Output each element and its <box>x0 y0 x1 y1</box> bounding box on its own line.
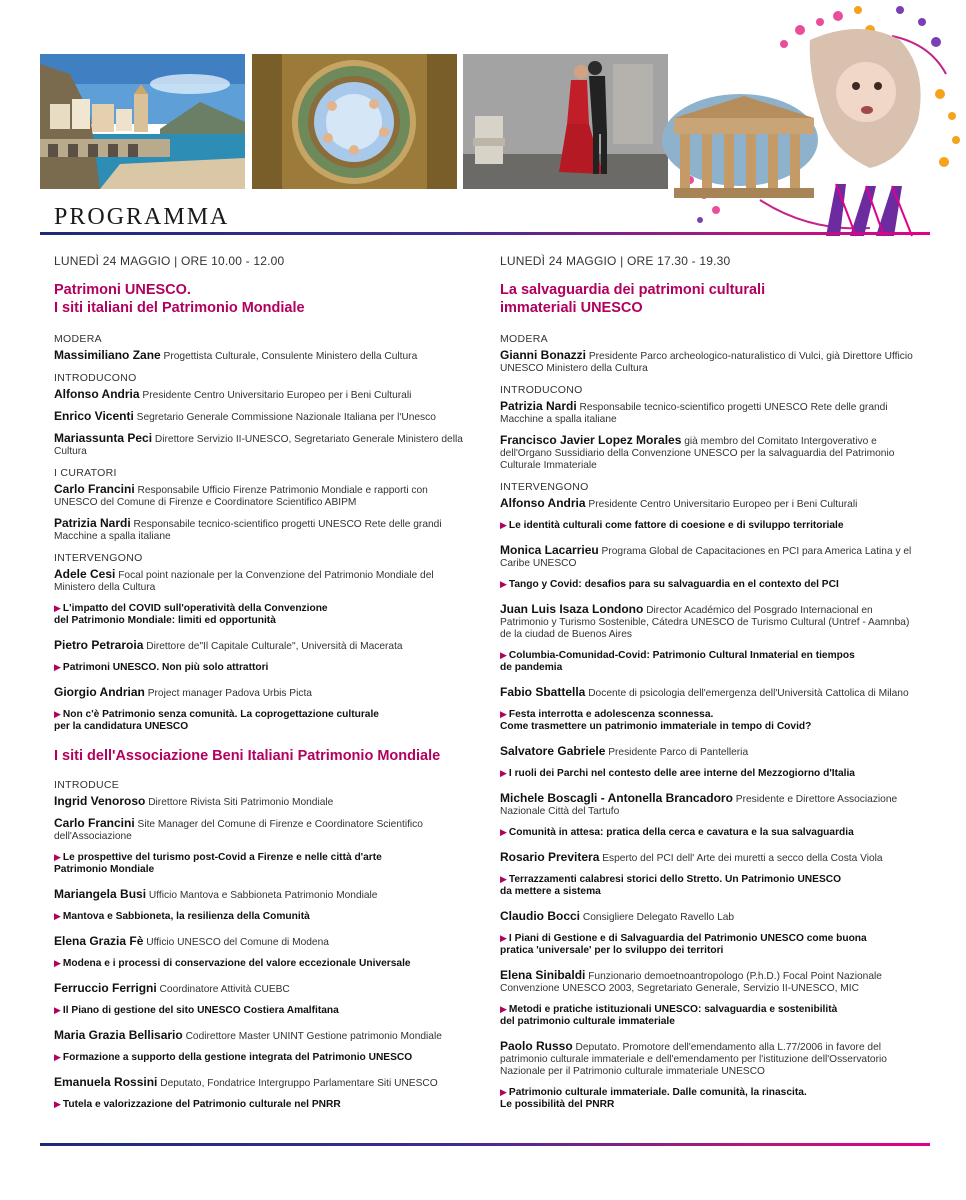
speaker-entry <box>54 517 474 543</box>
speaker-name: Giorgio Andrian <box>54 685 145 699</box>
play-arrow-icon: ▶ <box>54 1005 61 1015</box>
speaker-role: Responsabile tecnico-scientifico progetti UNESCO Rete delle grandi Macchine a spalla italiane <box>500 402 888 425</box>
play-arrow-icon: ▶ <box>54 709 61 719</box>
speaker-entry <box>500 349 920 375</box>
play-arrow-icon: ▶ <box>54 662 61 672</box>
speaker-name: Michele Boscagli - Antonella Brancadoro <box>500 791 733 805</box>
talk-title: ▶ Modena e i processi di conservazione del valore eccezionale Universale <box>54 958 411 969</box>
role-label: INTERVENGONO <box>54 552 143 564</box>
coastal-village-photo <box>40 54 245 189</box>
talk-title: ▶ Le identità culturali come fattore di coesione e di sviluppo territoriale <box>500 520 844 531</box>
talk-title: ▶ Tango y Covid: desafios para su salvaguardia en el contexto del PCI <box>500 579 839 590</box>
speaker-role: Presidente Parco di Pantelleria <box>608 747 749 758</box>
speaker-name: Ingrid Venoroso <box>54 794 146 808</box>
speaker-entry <box>500 400 920 426</box>
speaker-entry <box>500 745 920 759</box>
speaker-entry <box>500 1040 920 1078</box>
speaker-role: Funzionario demoetnoantropologo (P.h.D.) Focal Point Nazionale Convenzione UNESCO 2003, Segretariato Generale, Servizio II-UNESCO, MIC <box>500 971 882 994</box>
speaker-name: Emanuela Rossini <box>54 1075 158 1089</box>
afternoon-session <box>500 254 920 1123</box>
footer-divider <box>40 1143 930 1146</box>
play-arrow-icon: ▶ <box>54 911 61 921</box>
talk-title: ▶ Patrimonio culturale immateriale. Dalle comunità, la rinascita. Le possibilità del PNRR <box>500 1087 807 1110</box>
page-title: PROGRAMMA <box>54 204 230 230</box>
play-arrow-icon: ▶ <box>500 1087 507 1097</box>
role-label: INTRODUCONO <box>500 384 583 396</box>
speaker-name: Gianni Bonazzi <box>500 348 587 362</box>
speaker-name: Carlo Francini <box>54 482 135 496</box>
role-label: INTRODUCONO <box>54 372 137 384</box>
painted-ceiling-oculus-photo <box>252 54 457 189</box>
play-arrow-icon: ▶ <box>54 603 61 613</box>
speaker-role: Deputato. Promotore dell'emendamento alla L.77/2006 in favore del patrimonio culturale immateriale e dell'emendamento per l'istituzione dell'Osservatorio Nazionale per il Patrimonio culturale immateriale UNESCO <box>500 1042 887 1077</box>
talk-title: ▶ Columbia-Comunidad-Covid: Patrimonio Cultural Inmaterial en tiempos de pandemia <box>500 650 855 673</box>
talk-title: ▶ Tutela e valorizzazione del Patrimonio culturale nel PNRR <box>54 1099 341 1110</box>
speaker-name: Enrico Vicenti <box>54 409 134 423</box>
session-title: Patrimoni UNESCO. I siti italiani del Patrimonio Mondiale <box>54 282 305 316</box>
speaker-name: Patrizia Nardi <box>500 399 577 413</box>
speaker-role: Consigliere Delegato Ravello Lab <box>582 912 735 923</box>
play-arrow-icon: ▶ <box>500 579 507 589</box>
speaker-role: Programa Global de Capacitaciones en PCI para America Latina y el Caribe UNESCO <box>500 546 912 569</box>
play-arrow-icon: ▶ <box>54 1052 61 1062</box>
role-label: INTRODUCE <box>54 779 120 791</box>
speaker-name: Elena Sinibaldi <box>500 968 586 982</box>
session-title: La salvaguardia dei patrimoni culturali immateriali UNESCO <box>500 282 766 316</box>
speaker-role: Director Académico del Posgrado Internacional en Patrimonio y Turismo Sostenible, Cátedra UNESCO de Turismo Cultural (Untref - Aamnba) de la ciudad de Buenos Aires <box>500 605 910 640</box>
speaker-role: Codirettore Master UNINT Gestione patrimonio Mondiale <box>185 1031 442 1042</box>
talk-title: ▶ Patrimoni UNESCO. Non più solo attrattori <box>54 662 269 673</box>
speaker-name: Salvatore Gabriele <box>500 744 606 758</box>
morning-session <box>54 254 474 1123</box>
speaker-entry <box>54 568 474 594</box>
speaker-name: Rosario Previtera <box>500 850 600 864</box>
speaker-role: Deputato, Fondatrice Intergruppo Parlamentare Siti UNESCO <box>160 1078 438 1089</box>
section-title: I siti dell'Associazione Beni Italiani Patrimonio Mondiale <box>54 748 441 764</box>
speaker-name: Patrizia Nardi <box>54 516 131 530</box>
speaker-role: Project manager Padova Urbis Picta <box>147 688 312 699</box>
talk-title: ▶ Non c'è Patrimonio senza comunità. La coprogettazione culturale per la candidatura UNESCO <box>54 709 379 732</box>
speaker-entry <box>54 432 474 458</box>
speaker-role: Presidente Centro Universitario Europeo per i Beni Culturali <box>142 390 412 401</box>
speaker-name: Massimiliano Zane <box>54 348 161 362</box>
speaker-role: Direttore de"Il Capitale Culturale", Università di Macerata <box>146 641 403 652</box>
talk-title: ▶ Comunità in attesa: pratica della cerca e cavatura e la sua salvaguardia <box>500 827 854 838</box>
speaker-entry <box>54 686 474 700</box>
role-label: I CURATORI <box>54 467 117 479</box>
speaker-role: Docente di psicologia dell'emergenza dell'Università Cattolica di Milano <box>588 688 909 699</box>
speaker-role: Responsabile tecnico-scientifico progetti UNESCO Rete delle grandi Macchine a spalla italiane <box>54 519 442 542</box>
play-arrow-icon: ▶ <box>500 1004 507 1014</box>
speaker-entry <box>500 497 920 511</box>
speaker-entry <box>54 935 474 949</box>
speaker-name: Monica Lacarrieu <box>500 543 599 557</box>
talk-title: ▶ I ruoli dei Parchi nel contesto delle aree interne del Mezzogiorno d'Italia <box>500 768 855 779</box>
speaker-role: Presidente Centro Universitario Europeo per i Beni Culturali <box>588 499 858 510</box>
speaker-entry <box>500 603 920 641</box>
role-label: MODERA <box>500 333 548 345</box>
speaker-name: Mariassunta Peci <box>54 431 153 445</box>
speaker-entry <box>500 851 920 865</box>
speaker-entry <box>54 410 474 424</box>
speaker-entry <box>54 795 474 809</box>
speaker-entry <box>500 792 920 818</box>
speaker-name: Pietro Petraroia <box>54 638 144 652</box>
speaker-role: Focal point nazionale per la Convenzione del Patrimonio Mondiale del Ministero della Cultura <box>54 570 434 593</box>
talk-title: ▶ Metodi e pratiche istituzionali UNESCO: salvaguardia e sostenibilità del patrimonio culturale immateriale <box>500 1004 838 1027</box>
role-label: INTERVENGONO <box>500 481 589 493</box>
talk-title: ▶ L'impatto del COVID sull'operatività della Convenzione del Patrimonio Mondiale: limiti ed opportunità <box>54 603 328 626</box>
play-arrow-icon: ▶ <box>500 933 507 943</box>
speaker-name: Alfonso Andria <box>500 496 586 510</box>
session-datetime: LUNEDÌ 24 MAGGIO | ORE 10.00 - 12.00 <box>54 254 285 268</box>
speaker-role: Presidente Parco archeologico-naturalistico di Vulci, già Direttore Ufficio UNESCO Ministero della Cultura <box>500 351 913 374</box>
speaker-role: Ufficio Mantova e Sabbioneta Patrimonio Mondiale <box>148 890 378 901</box>
speaker-entry <box>500 434 920 472</box>
speaker-role: Site Manager del Comune di Firenze e Coordinatore Scientifico dell'Associazione <box>54 819 423 842</box>
session-datetime: LUNEDÌ 24 MAGGIO | ORE 17.30 - 19.30 <box>500 254 731 268</box>
play-arrow-icon: ▶ <box>500 768 507 778</box>
speaker-role: già membro del Comitato Intergoverativo e dell'Organo Sussidiario della Convenzione UNESCO per la salvaguardia del Patrimonio Culturale Immateriale <box>500 436 895 471</box>
speaker-name: Fabio Sbattella <box>500 685 586 699</box>
speaker-entry <box>54 1076 474 1090</box>
speaker-name: Francisco Javier Lopez Morales <box>500 433 682 447</box>
speaker-name: Ferruccio Ferrigni <box>54 981 157 995</box>
speaker-entry <box>54 817 474 843</box>
speaker-entry <box>54 639 474 653</box>
play-arrow-icon: ▶ <box>54 1099 61 1109</box>
speaker-name: Adele Cesi <box>54 567 116 581</box>
speaker-name: Juan Luis Isaza Londono <box>500 602 644 616</box>
speaker-entry <box>500 544 920 570</box>
unesco-heritage-festival-logo <box>660 0 966 245</box>
speaker-role: Direttore Servizio II-UNESCO, Segretariato Generale Ministero della Cultura <box>54 434 463 457</box>
speaker-role: Ufficio UNESCO del Comune di Modena <box>146 937 329 948</box>
speaker-entry <box>54 1029 474 1043</box>
talk-title: ▶ Formazione a supporto della gestione integrata del Patrimonio UNESCO <box>54 1052 413 1063</box>
play-arrow-icon: ▶ <box>54 958 61 968</box>
play-arrow-icon: ▶ <box>500 650 507 660</box>
talk-title: ▶ Le prospettive del turismo post-Covid a Firenze e nelle città d'arte Patrimonio Mondiale <box>54 852 382 875</box>
speaker-name: Claudio Bocci <box>500 909 581 923</box>
talk-title: ▶ I Piani di Gestione e di Salvaguardia del Patrimonio UNESCO come buona pratica 'universale' per lo sviluppo dei territori <box>500 933 867 956</box>
speaker-entry <box>54 388 474 402</box>
speaker-entry <box>500 686 920 700</box>
speaker-role: Segretario Generale Commissione Nazionale Italiana per l'Unesco <box>136 412 436 423</box>
speaker-role: Presidente e Direttore Associazione Nazionale Città del Tartufo <box>500 794 898 817</box>
speaker-role: Responsabile Ufficio Firenze Patrimonio Mondiale e rapporti con UNESCO del Comune di Firenze e Coordinatore Scientifico ABIPM <box>54 485 428 508</box>
play-arrow-icon: ▶ <box>500 827 507 837</box>
speaker-entry <box>54 982 474 996</box>
header-divider <box>40 232 930 235</box>
speaker-role: Esperto del PCI dell' Arte dei muretti a secco della Costa Viola <box>602 853 883 864</box>
speaker-role: Progettista Culturale, Consulente Ministero della Cultura <box>163 351 418 362</box>
talk-title: ▶ Terrazzamenti calabresi storici dello Stretto. Un Patrimonio UNESCO da mettere a sistema <box>500 874 842 897</box>
speaker-name: Alfonso Andria <box>54 387 140 401</box>
speaker-entry <box>54 888 474 902</box>
tango-dancers-photo <box>463 54 668 189</box>
play-arrow-icon: ▶ <box>54 852 61 862</box>
role-label: MODERA <box>54 333 102 345</box>
speaker-role: Coordinatore Attività CUEBC <box>159 984 290 995</box>
speaker-name: Carlo Francini <box>54 816 135 830</box>
play-arrow-icon: ▶ <box>500 874 507 884</box>
speaker-name: Paolo Russo <box>500 1039 573 1053</box>
talk-title: ▶ Il Piano di gestione del sito UNESCO Costiera Amalfitana <box>54 1005 339 1016</box>
speaker-entry <box>54 483 474 509</box>
speaker-name: Elena Grazia Fè <box>54 934 144 948</box>
speaker-name: Mariangela Busi <box>54 887 147 901</box>
speaker-entry <box>500 969 920 995</box>
speaker-entry <box>54 349 474 363</box>
play-arrow-icon: ▶ <box>500 520 507 530</box>
speaker-entry <box>500 910 920 924</box>
play-arrow-icon: ▶ <box>500 709 507 719</box>
speaker-name: Maria Grazia Bellisario <box>54 1028 183 1042</box>
talk-title: ▶ Mantova e Sabbioneta, la resilienza della Comunità <box>54 911 310 922</box>
speaker-role: Direttore Rivista Siti Patrimonio Mondiale <box>148 797 334 808</box>
talk-title: ▶ Festa interrotta e adolescenza sconnessa. Come trasmettere un patrimonio immateriale in tempo di Covid? <box>500 709 812 732</box>
